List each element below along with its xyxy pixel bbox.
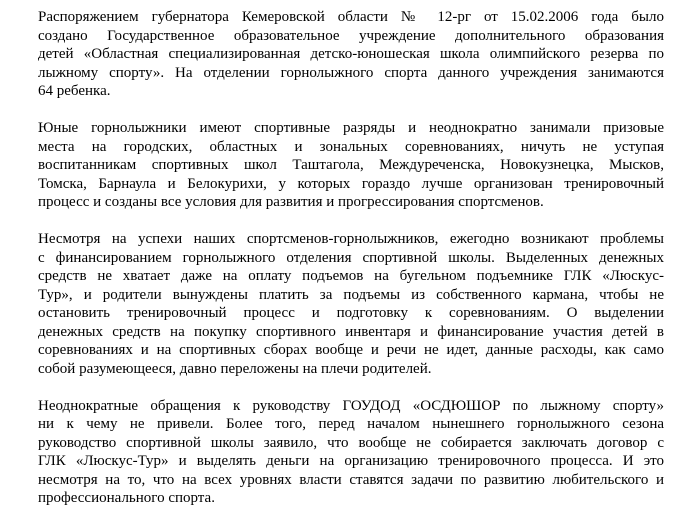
text-line: процесс и созданы все условия для развития и прогрессирования спортсменов.: [38, 194, 544, 210]
text-line: с финансированием горнолыжного отделения спортивной школы. Выделенных денежных: [38, 249, 664, 266]
text-line: остановить тренировочный процесс и подготовку к соревнованиям. О выделении: [38, 305, 664, 321]
paragraph-3: [38, 230, 664, 378]
text-line: Распоряжением губернатора Кемеровской области № 12-рг от 15.02.2006 года было: [38, 9, 664, 25]
text-line: лыжному спорту». На отделении горнолыжного спорта данного учреждения занимаются: [38, 64, 664, 81]
text-line: Неоднократные обращения к руководству ГОУДОД «ОСДЮШОР по лыжному спорту»: [38, 397, 664, 414]
text-line: денежных средств на покупку спортивного инвентаря и финансирование участия детей в: [38, 323, 664, 340]
text-line: создано Государственное образовательное учреждение дополнительного образования: [38, 27, 664, 44]
text-line: детей «Областная специализированная детско-юношеская школа олимпийского резерва по: [38, 46, 664, 62]
text-line: соревнованиях и на спортивных сборах вообще и речи не идет, данные расходы, как само: [38, 342, 664, 358]
text-line: руководство спортивной школы заявило, что вообще не собирается заключать договор с: [38, 434, 664, 451]
document-body: [38, 8, 664, 526]
text-line: несмотря на то, что на всех уровнях власти ставятся задачи по развитию любительского и: [38, 471, 664, 488]
text-line: места на городских, областных и зональных соревнованиях, ничуть не уступая: [38, 138, 664, 155]
text-line: средств не хватает даже на оплату подъемов на бугельном подъемнике ГЛК «Люскус-: [38, 268, 664, 284]
text-line: Томска, Барнаула и Белокурихи, у которых гораздо лучше организован тренировочный: [38, 175, 664, 192]
text-line: ни к чему не привели. Более того, перед началом нынешнего горнолыжного сезона: [38, 416, 664, 432]
text-line: профессионального спорта.: [38, 490, 215, 506]
text-line: 64 ребенка.: [38, 83, 111, 99]
paragraph-4: [38, 397, 664, 508]
text-line: воспитанникам спортивных школ Таштагола, Междуреченска, Новокузнецка, Мысков,: [38, 157, 664, 173]
paragraph-2: [38, 119, 664, 212]
text-line: Юные горнолыжники имеют спортивные разряды и неоднократно занимали призовые: [38, 120, 664, 136]
text-line: Тур», и родители вынуждены платить за подъемы из собственного кармана, чтобы не: [38, 286, 664, 303]
text-line: Несмотря на успехи наших спортсменов-горнолыжников, ежегодно возникают проблемы: [38, 231, 664, 247]
paragraph-1: [38, 8, 664, 101]
text-line: собой разумеющееся, давно переложены на плечи родителей.: [38, 360, 432, 377]
text-line: ГЛК «Люскус-Тур» и выделять деньги на организацию тренировочного процесса. И это: [38, 453, 664, 469]
